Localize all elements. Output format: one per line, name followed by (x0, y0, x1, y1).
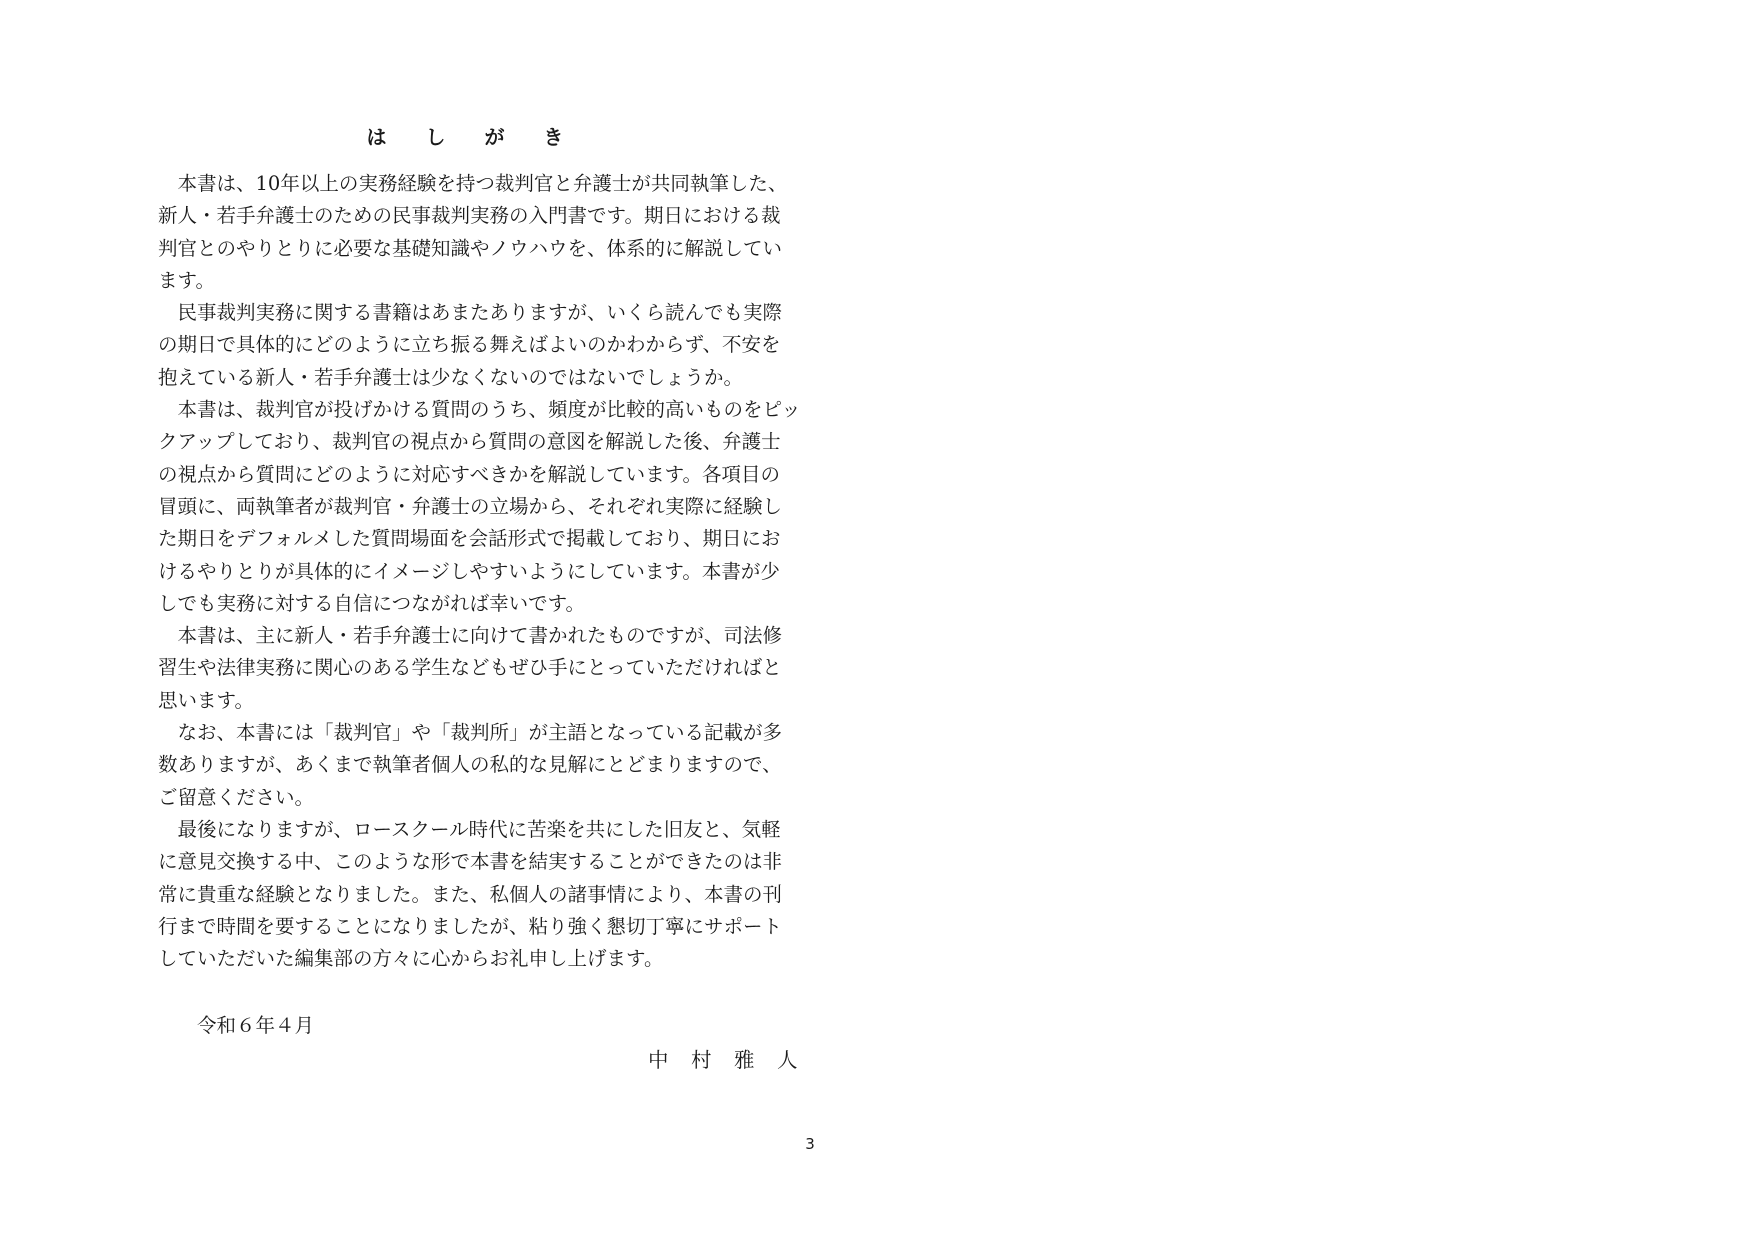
body-line: 本書は、10年以上の実務経験を持つ裁判官と弁護士が共同執筆した、 (158, 172, 788, 195)
body-line: 冒頭に、両執筆者が裁判官・弁護士の立場から、それぞれ実際に経験し (158, 494, 783, 518)
body-line: ご留意ください。 (158, 785, 315, 809)
body-line: ます。 (158, 268, 215, 292)
body-line: た期日をデフォルメした質問場面を会話形式で掲載しており、期日にお (158, 527, 781, 551)
body-line: 民事裁判実務に関する書籍はあまたありますが、いくら読んでも実際 (158, 301, 783, 325)
body-line: 本書は、主に新人・若手弁護士に向けて書かれたものですが、司法修 (158, 624, 783, 648)
date-line: 令和６年４月 (197, 1014, 315, 1037)
body-line: けるやりとりが具体的にイメージしやすいようにしています。本書が少 (158, 559, 780, 583)
body-line: 新人・若手弁護士のための民事裁判実務の入門書です。期日における裁 (158, 204, 781, 228)
page-title: は し が き (366, 125, 580, 149)
body-line: の視点から質問にどのように対応すべきかを解説しています。各項目の (158, 462, 781, 486)
body-line: 判官とのやりとりに必要な基礎知識やノウハウを、体系的に解説してい (158, 236, 783, 260)
body-line: していただいた編集部の方々に心からお礼申し上げます。 (158, 947, 664, 971)
body-line: の期日で具体的にどのように立ち振る舞えばよいのかわからず、不安を (158, 333, 781, 357)
body-line: なお、本書には「裁判官」や「裁判所」が主語となっている記載が多 (158, 721, 783, 745)
body-line: 行まで時間を要することになりましたが、粘り強く懇切丁寧にサポート (158, 914, 783, 938)
page-number: 3 (805, 1135, 815, 1153)
preface-body (158, 168, 801, 975)
body-line: 本書は、裁判官が投げかける質問のうち、頻度が比較的高いものをピッ (158, 398, 801, 422)
body-line: に意見交換する中、このような形で本書を結実することができたのは非 (158, 850, 783, 874)
body-line: 最後になりますが、ロースクール時代に苦楽を共にした旧友と、気軽 (158, 817, 781, 841)
body-line: 数ありますが、あくまで執筆者個人の私的な見解にとどまりますので、 (158, 753, 782, 777)
body-line: 常に貴重な経験となりました。また、私個人の諸事情により、本書の刊 (158, 882, 783, 906)
body-line: 思います。 (158, 688, 254, 712)
body-line: 習生や法律実務に関心のある学生などもぜひ手にとっていただければと (158, 656, 782, 680)
author-name: 中 村 雅 人 (648, 1048, 806, 1072)
body-line: しでも実務に対する自信につながれば幸いです。 (158, 591, 586, 615)
body-line: クアップしており、裁判官の視点から質問の意図を解説した後、弁護士 (158, 430, 781, 454)
body-line: 抱えている新人・若手弁護士は少なくないのではないでしょうか。 (158, 365, 744, 389)
